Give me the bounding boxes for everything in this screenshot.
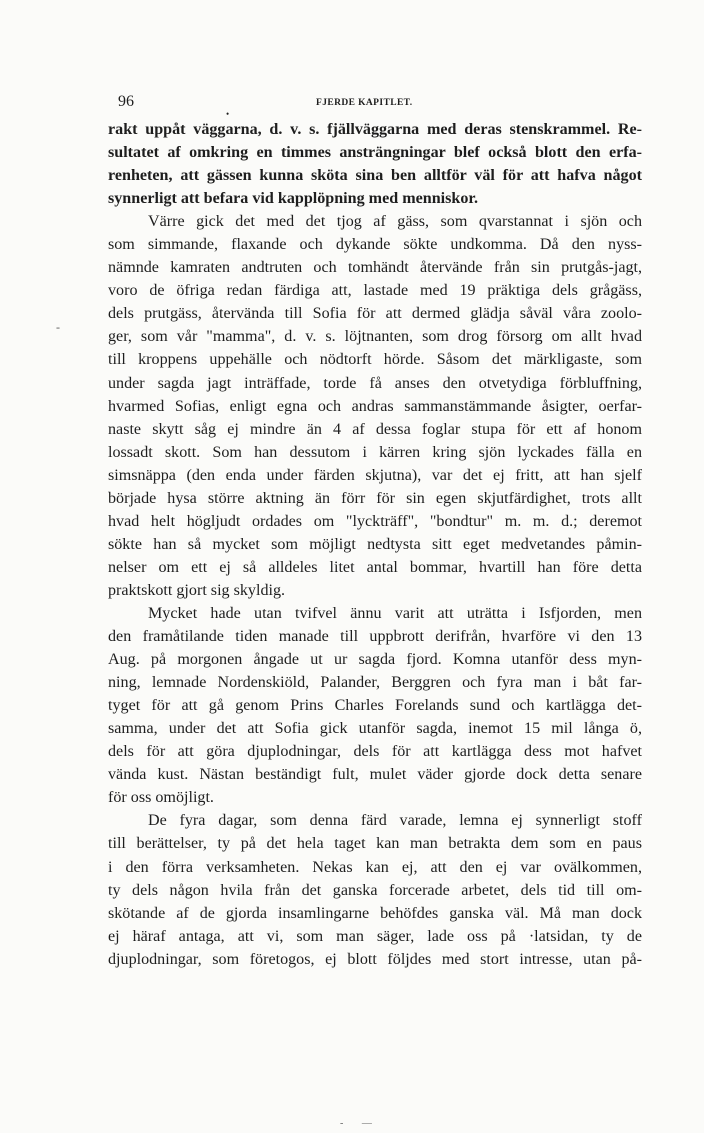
text-line: till kroppens uppehälle och nödtorft hörde. Såsom det märkligaste, som [108, 351, 642, 369]
text-line: under sagda jagt inträffade, torde få anses den otvetydiga förbluffning, [108, 374, 642, 392]
text-line: sökte han så mycket som möjligt nedtysta sitt eget medvetandes påmin- [108, 535, 642, 553]
text-line: började hysa större aktning än förr för sin egen skjutfärdighet, trots allt [108, 489, 642, 507]
text-line: synnerligt att befara vid kapplöpning med menniskor. [108, 190, 479, 208]
text-line: simsnäppa (den enda under färden skjutna), var det ej fritt, att han sjelf [108, 466, 642, 484]
text-line: De fyra dagar, som denna färd varade, lemna ej synnerligt stoff [148, 812, 642, 830]
text-line: nämnde kamraten andtruten och tomhändt återvände från sin prutgås-jagt, [108, 259, 642, 277]
margin-mark: - [56, 320, 60, 334]
running-head: FJERDE KAPITLET. [316, 98, 413, 108]
text-line: hvarmed Sofias, enligt egna och andras sammanstämmande åsigter, oerfar- [108, 397, 642, 415]
text-line: skötande af de gjorda insamlingarne behöfdes ganska väl. Må man dock [108, 904, 642, 922]
print-speck: • [226, 109, 230, 119]
text-line: tyget för att gå genom Prins Charles Forelands sund och kartlägga det- [108, 697, 642, 715]
text-line: renheten, att gässen kunna sköta sina ben alltför väl för att hafva något [108, 167, 642, 185]
text-line: i den förra verksamheten. Nekas kan ej, att den ej var ovälkommen, [108, 858, 642, 876]
text-line: samma, under det att Sofia gick utanför sagda, inemot 15 mil långa ö, [108, 720, 642, 738]
text-line: voro de öfriga redan färdiga att, lastade med 19 präktiga dels grågäss, [108, 282, 642, 300]
text-line: den framåtilande tiden manade till uppbrott derifrån, hvarföre vi den 13 [108, 628, 642, 646]
text-line: Mycket hade utan tvifvel ännu varit att uträtta i Isfjorden, men [148, 604, 642, 622]
text-line: ty dels någon hvila från det ganska forcerade arbetet, dels tid till om- [108, 881, 642, 899]
text-line: lossadt skott. Som han dessutom i kärren kring sjön lyckades fälla en [108, 443, 642, 461]
text-line: ej häraf antaga, att vi, som man säger, lade oss på ·latsidan, ty de [108, 927, 642, 945]
body-text [108, 118, 642, 971]
text-line: till berättelser, ty på det hela taget kan man betrakta dem som en paus [108, 835, 642, 853]
text-line: ger, som vår "mamma", d. v. s. löjtnanten, som drog försorg om allt hvad [108, 328, 642, 346]
text-line: naste skytt såg ej mindre än 4 af dessa foglar stupa för ett af honom [108, 420, 642, 438]
text-line: ning, lemnade Nordenskiöld, Palander, Berggren och fyra man i båt far- [108, 674, 642, 692]
text-line: vända kust. Nästan beständigt fult, mulet väder gjorde dock detta senare [108, 766, 642, 784]
text-line: hvad helt högljudt ordades om "lyckträff", "bondtur" m. m. d.; deremot [108, 512, 642, 530]
text-line: som simmande, flaxande och dykande sökte undkomma. Då den nyss- [108, 236, 642, 254]
text-line: djuplodningar, som företogos, ej blott följdes med stort intresse, utan på- [108, 950, 642, 968]
text-line: Värre gick det med det tjog af gäss, som qvarstannat i sjön och [148, 213, 642, 231]
text-line: Aug. på morgonen ångade ut ur sagda fjord. Komna utanför dess myn- [108, 651, 642, 669]
text-line: nelser om ett ej så alldeles litet antal bommar, hvartill han före detta [108, 558, 642, 576]
text-line: sultatet af omkring en timmes ansträngningar blef också blott den erfa- [108, 144, 642, 162]
page-number: 96 [118, 93, 134, 110]
text-line: dels för att göra djuplodningar, dels för att kartlägga dess mot hafvet [108, 743, 642, 761]
text-line: dels prutgäss, återvända till Sofia för att dermed glädja såväl våra zoolo- [108, 305, 642, 323]
text-line: rakt uppåt väggarna, d. v. s. fjällväggarna med deras stenskrammel. Re- [108, 121, 642, 138]
text-line: för oss omöjligt. [108, 789, 214, 807]
footer-marks: - — [340, 1118, 380, 1129]
text-line: praktskott gjort sig skyldig. [108, 581, 286, 599]
